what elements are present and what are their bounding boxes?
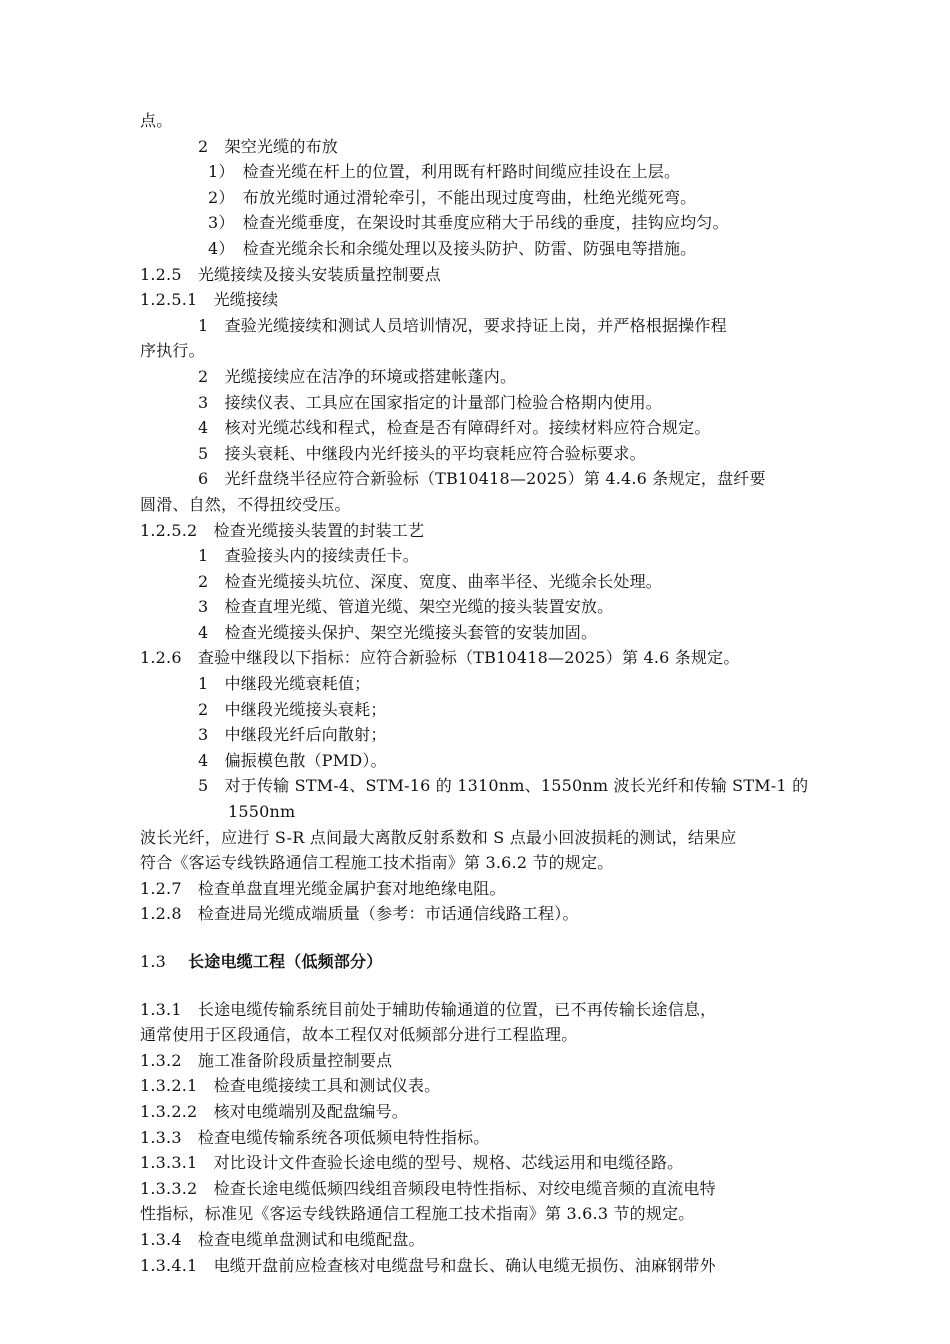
paragraph-line: 1.3.3.1 对比设计文件查验长途电缆的型号、规格、芯线运用和电缆径路。	[140, 1153, 684, 1173]
paragraph-line: 2 架空光缆的布放	[198, 136, 338, 156]
paragraph-line: 1.2.8 检查进局光缆成端质量（参考：市话通信线路工程）。	[140, 904, 579, 924]
paragraph-line: 1.2.5 光缆接续及接头安装质量控制要点	[140, 264, 441, 284]
paragraph-line: 5 对于传输 STM-4、STM-16 的 1310nm、1550nm 波长光纤和传输 STM-1 的	[198, 776, 809, 796]
paragraph-line: 1 查验光缆接续和测试人员培训情况，要求持证上岗，并严格根据操作程	[198, 315, 727, 335]
section-heading-text: 长途电缆工程（低频部分）	[188, 952, 383, 971]
paragraph-line: 点。	[140, 111, 173, 130]
section-heading	[140, 949, 840, 975]
paragraph-line: 4） 检查光缆余长和余缆处理以及接头防护、防雷、防强电等措施。	[208, 238, 697, 258]
paragraph-line: 1.3.3 检查电缆传输系统各项低频电特性指标。	[140, 1127, 490, 1147]
paragraph-line: 1.3.4 检查电缆单盘测试和电缆配盘。	[140, 1229, 425, 1249]
paragraph-line: 1.3.2 施工准备阶段质量控制要点	[140, 1050, 393, 1070]
section-heading-number: 1.3	[140, 952, 167, 971]
paragraph-line: 1.3.2.1 检查电缆接续工具和测试仪表。	[140, 1076, 441, 1096]
paragraph-line: 1.2.5.2 检查光缆接头装置的封装工艺	[140, 520, 425, 540]
paragraph-line: 1.3.2.2 核对电缆端别及配盘编号。	[140, 1101, 408, 1121]
paragraph-line: 1 中继段光缆衰耗值；	[198, 674, 371, 694]
paragraph-line: 3 接续仪表、工具应在国家指定的计量部门检验合格期内使用。	[198, 392, 662, 412]
paragraph-line: 1.3.3.2 检查长途电缆低频四线组音频段电特性指标、对绞电缆音频的直流电特	[140, 1178, 716, 1198]
paragraph-line: 1 查验接头内的接续责任卡。	[198, 546, 419, 566]
document-body	[140, 108, 840, 1278]
paragraph-line: 4 核对光缆芯线和程式，检查是否有障碍纤对。接续材料应符合规定。	[198, 418, 711, 438]
paragraph-line: 1） 检查光缆在杆上的位置，利用既有杆路时间缆应挂设在上层。	[208, 162, 681, 182]
paragraph-line: 性指标，标准见《客运专线铁路通信工程施工技术指南》第 3.6.3 节的规定。	[140, 1204, 695, 1224]
paragraph-line: 3） 检查光缆垂度，在架设时其垂度应稍大于吊线的垂度，挂钩应均匀。	[208, 213, 729, 233]
paragraph-line: 2 中继段光缆接头衰耗；	[198, 699, 387, 719]
paragraph-line: 6 光纤盘绕半径应符合新验标（TB10418—2025）第 4.4.6 条规定，盘纤要	[198, 469, 766, 489]
paragraph-line: 3 检查直埋光缆、管道光缆、架空光缆的接头装置安放。	[198, 597, 614, 617]
paragraph-line: 波长光纤，应进行 S-R 点间最大离散反射系数和 S 点最小回波损耗的测试，结果应	[140, 827, 737, 847]
paragraph-line: 1.2.5.1 光缆接续	[140, 290, 279, 310]
paragraph-line: 圆滑、自然，不得扭绞受压。	[140, 494, 351, 514]
paragraph-line: 通常使用于区段通信，故本工程仅对低频部分进行工程监理。	[140, 1025, 578, 1045]
paragraph-line: 符合《客运专线铁路通信工程施工技术指南》第 3.6.2 节的规定。	[140, 853, 614, 873]
paragraph-line: 1.2.6 查验中继段以下指标：应符合新验标（TB10418—2025）第 4.6 条规定。	[140, 648, 740, 668]
paragraph-line: 3 中继段光纤后向散射；	[198, 725, 387, 745]
paragraph-line: 1.3.1 长途电缆传输系统目前处于辅助传输通道的位置，已不再传输长途信息，	[140, 999, 717, 1019]
paragraph-line: 2） 布放光缆时通过滑轮牵引，不能出现过度弯曲，杜绝光缆死弯。	[208, 187, 697, 207]
paragraph-line: 1.3.4.1 电缆开盘前应检查核对电缆盘号和盘长、确认电缆无损伤、油麻钢带外	[140, 1255, 716, 1275]
paragraph-line: 1.2.7 检查单盘直埋光缆金属护套对地绝缘电阻。	[140, 878, 506, 898]
paragraph-line: 4 检查光缆接头保护、架空光缆接头套管的安装加固。	[198, 622, 598, 642]
paragraph-line: 2 检查光缆接头坑位、深度、宽度、曲率半径、光缆余长处理。	[198, 571, 662, 591]
paragraph-line: 4 偏振模色散（PMD）。	[198, 750, 387, 770]
paragraph-line: 序执行。	[140, 341, 205, 361]
section-spacer	[140, 975, 840, 997]
section-spacer	[140, 927, 840, 949]
paragraph-line: 1550nm	[228, 802, 296, 822]
paragraph-line: 2 光缆接续应在洁净的环境或搭建帐蓬内。	[198, 366, 517, 386]
paragraph-line: 5 接头衰耗、中继段内光纤接头的平均衰耗应符合验标要求。	[198, 443, 646, 463]
